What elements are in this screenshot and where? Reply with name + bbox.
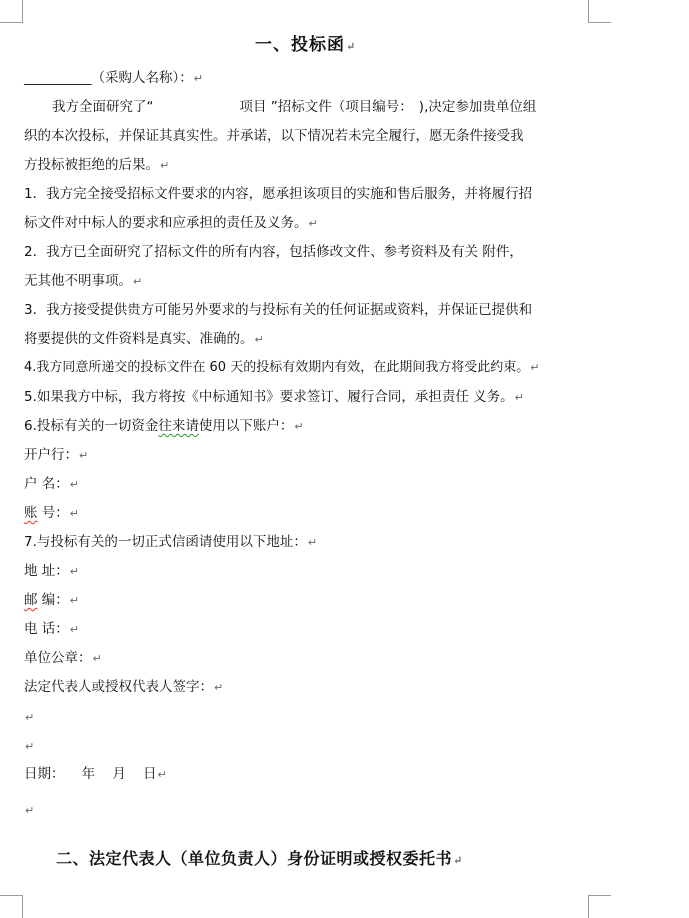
date-line: 日期： 年 月 日↵: [24, 766, 167, 782]
empty-paragraph-1: ↵: [25, 711, 35, 724]
item-1-line-2: 标文件对中标人的要求和应承担的责任及义务。↵: [24, 215, 318, 231]
item-4: 4.我方同意所递交的投标文件在 60 天的投标有效期内有效，在此期间我方将受此约束。↵: [24, 360, 540, 375]
field-phone: 电 话：↵: [24, 621, 80, 637]
crop-mark-top-right: [588, 0, 611, 23]
crop-mark-bottom-right: [588, 895, 611, 918]
purchaser-line: __________（采购人名称）：↵: [24, 70, 203, 86]
item-2-line-2: 无其他不明事项。↵: [24, 273, 143, 289]
item-5: 5.如果我方中标，我方将按《中标通知书》要求签订、履行合同，承担责任 义务。↵: [24, 389, 524, 405]
field-account-name: 户 名：↵: [24, 476, 80, 492]
item-3-line-2: 将要提供的文件资料是真实、准确的。↵: [24, 331, 264, 347]
crop-mark-top-left: [0, 0, 23, 23]
field-bank: 开户行：↵: [24, 447, 89, 463]
field-address: 地 址：↵: [24, 563, 80, 579]
intro-line-1: 我方全面研究了“ 项目 ”招标文件（项目编号： ),决定参加贵单位组: [52, 99, 537, 115]
item-7: 7.与投标有关的一切正式信函请使用以下地址：↵: [24, 534, 318, 550]
field-signature: 法定代表人或授权代表人签字：↵: [24, 679, 224, 695]
item-3-line-1: 3．我方接受提供贵方可能另外要求的与投标有关的任何证据或资料，并保证已提供和: [24, 302, 533, 318]
intro-line-3: 方投标被拒绝的后果。↵: [24, 157, 170, 173]
crop-mark-bottom-left: [0, 895, 23, 918]
field-seal: 单位公章：↵: [24, 650, 102, 666]
empty-paragraph-3: ↵: [25, 804, 35, 817]
field-account-number: 账 号：↵: [24, 505, 80, 521]
intro-line-2: 织的本次投标，并保证其真实性。并承诺，以下情况若未完全履行，愿无条件接受我: [24, 128, 524, 144]
item-6: 6.投标有关的一切资金往来请使用以下账户：↵: [24, 418, 304, 434]
section-2-title: 二、法定代表人（单位负责人）身份证明或授权委托书↵: [56, 849, 463, 868]
field-postcode: 邮 编：↵: [24, 592, 80, 608]
item-2-line-1: 2．我方已全面研究了招标文件的所有内容，包括修改文件、参考资料及有关 附件，: [24, 244, 523, 260]
item-1-line-1: 1．我方完全接受招标文件要求的内容，愿承担该项目的实施和售后服务，并将履行招: [24, 186, 533, 202]
empty-paragraph-2: ↵: [25, 740, 35, 753]
page-title: 一、投标函↵: [255, 35, 357, 55]
